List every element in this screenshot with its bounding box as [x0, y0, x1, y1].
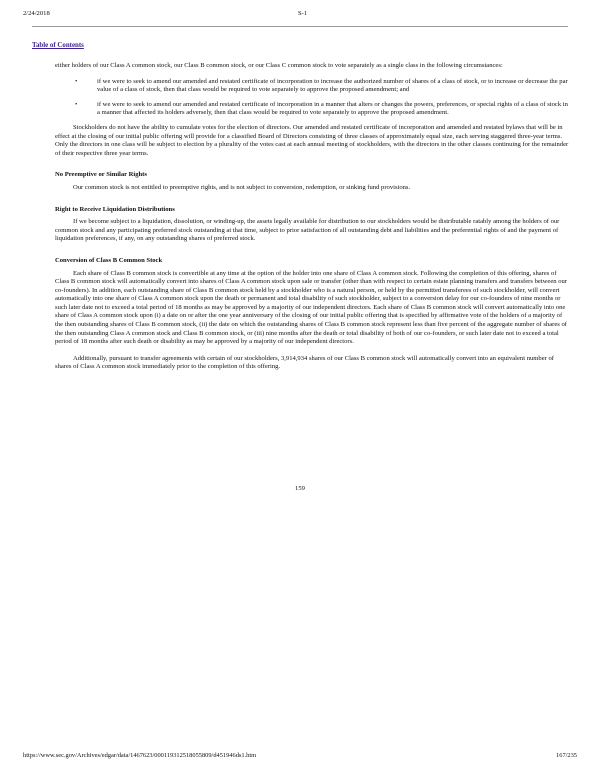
bullet-text: if we were to seek to amend our amended and restated certificate of incorporation to increase the authorized number of shares of a class of stock, or to increase or decrease the par value of a class of stock, then that class would be required to vote separately to approve the proposed amendment; and	[97, 77, 568, 94]
section-heading-liquidation: Right to Receive Liquidation Distributions	[55, 205, 175, 213]
section-heading-preemptive: No Preemptive or Similar Rights	[55, 171, 147, 179]
table-of-contents-link[interactable]: Table of Contents	[32, 42, 84, 49]
section-paragraph: Our common stock is not entitled to preemptive rights, and is not subject to conversion, redemption, or sinking fund provisions.	[73, 183, 411, 191]
print-date: 2/24/2018	[23, 10, 50, 17]
document-title: S-1	[298, 10, 308, 17]
bullet-icon: •	[75, 100, 78, 108]
section-paragraph: If we become subject to a liquidation, dissolution, or winding-up, the assets legally available for distribution to our stockholders would be distributable ratably among the holders of our common stock and any participating preferred stock outstanding at that time, subject to prior satisfaction of all outstanding debt and liabilities and the preferential rights of and the payment of liquidation preferences, if any, on any outstanding shares of preferred stock.	[55, 218, 560, 243]
bullet-icon: •	[75, 77, 78, 85]
section-paragraph: Additionally, pursuant to transfer agreements with certain of our stockholders, 3,914,934 shares of our Class B common stock will automatically convert into an equivalent number of shares of Class A common stock immediately prior to the completion of this offering.	[55, 354, 554, 371]
cumulative-votes-paragraph: Stockholders do not have the ability to cumulate votes for the election of directors. Our amended and restated certificate of incorporation and amended and restated bylaws that will be in effect at the closing of our initial public offering will provide for a classified Board of Directors consisting of three classes of approximately equal size, each serving staggered three-year terms. Only the directors in one class will be subject to election by a plurality of the votes cast at each annual meeting of stockholders, with the directors in the other classes continuing for the remainder of their respective three year terms.	[55, 123, 569, 157]
bullet-text: if we were to seek to amend our amended and restated certificate of incorporation in a manner that alters or changes the powers, preferences, or special rights of a class of stock in a manner that affected its holders adversely, then that class would be required to vote separately to approve the proposed amendment.	[97, 100, 568, 117]
intro-paragraph: either holders of our Class A common stock, our Class B common stock, or our Class C common stock to vote separately as a single class in the following circumstances:	[55, 62, 503, 69]
bullet-item	[55, 101, 569, 118]
page-number: 159	[295, 485, 305, 492]
footer-page-count: 167/235	[556, 752, 577, 759]
section-heading-conversion: Conversion of Class B Common Stock	[55, 256, 163, 264]
header-divider	[32, 26, 568, 27]
bullet-list	[55, 78, 569, 118]
document-body	[55, 62, 569, 372]
footer-url: https://www.sec.gov/Archives/edgar/data/1467623/000119312518055809/d451946ds1.htm	[23, 752, 257, 759]
section-paragraph: Each share of Class B common stock is convertible at any time at the option of the holder into one share of Class A common stock. Following the completion of this offering, shares of Class B common stock will automatically convert into shares of Class A common stock upon sale or transfer (other than with respect to certain estate planning transfers and transfers between our co-founders). In addition, each outstanding share of Class B common stock held by a stockholder who is a natural person, or held by the permitted transferees of such stockholder, will convert automatically into one share of Class A common stock upon the death or permanent and total disability of such stockholder, subject to a conversion delay for our co-founders of nine months or such later date not to exceed a total period of 18 months as may be approved by a majority of our independent directors. Each share of Class B common stock will convert automatically into one share of Class A common stock upon (i) a date on or after the one year anniversary of the closing of our initial public offering that is specified by affirmative vote of the holders of a majority of the then outstanding shares of Class B common stock, (ii) the date on which the outstanding shares of Class B common stock represent less than five percent of the aggregate number of shares of the then outstanding Class A common stock and Class B common stock, or (iii) nine months after the death or total disability of both of our co-founders, or such later date not to exceed a total period of 18 months after such death or disability as may be approved by a majority of our independent directors.	[55, 269, 567, 346]
bullet-item	[55, 78, 569, 95]
